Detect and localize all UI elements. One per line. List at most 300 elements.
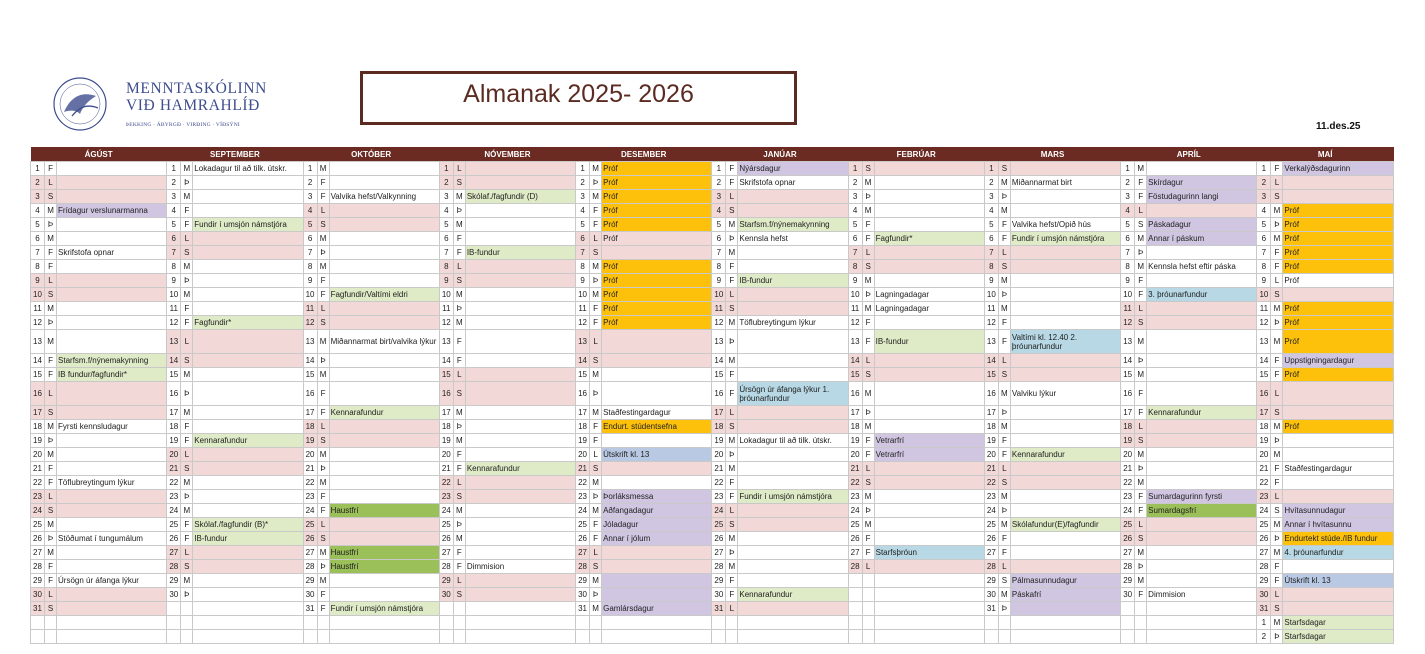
calendar-row	[31, 260, 1394, 274]
day-number: 27	[984, 546, 998, 560]
day-number	[576, 630, 590, 644]
event-cell: IB-fundur	[874, 330, 984, 354]
day-number: 28	[576, 560, 590, 574]
event-cell	[57, 316, 167, 330]
day-number: 5	[712, 218, 726, 232]
day-number: 12	[31, 316, 45, 330]
calendar-row	[31, 288, 1394, 302]
day-number: 4	[1121, 204, 1135, 218]
weekday-letter: M	[1135, 162, 1147, 176]
weekday-letter: L	[453, 368, 465, 382]
event-cell: Jóladagur	[602, 518, 712, 532]
weekday-letter: F	[1135, 274, 1147, 288]
event-cell	[465, 288, 575, 302]
day-number: 9	[576, 274, 590, 288]
weekday-letter: F	[862, 532, 874, 546]
event-cell	[874, 190, 984, 204]
weekday-letter: M	[590, 602, 602, 616]
weekday-letter: S	[1271, 406, 1283, 420]
day-number: 7	[1257, 246, 1271, 260]
weekday-letter	[998, 616, 1010, 630]
day-number: 24	[984, 504, 998, 518]
event-cell	[1010, 302, 1120, 316]
day-number: 28	[439, 560, 453, 574]
weekday-letter: L	[317, 420, 329, 434]
event-cell	[1010, 616, 1120, 630]
day-number: 22	[576, 476, 590, 490]
weekday-letter: F	[317, 406, 329, 420]
weekday-letter: Þ	[998, 602, 1010, 616]
weekday-letter	[590, 616, 602, 630]
day-number: 20	[1121, 448, 1135, 462]
day-number: 26	[848, 532, 862, 546]
day-number: 3	[1257, 190, 1271, 204]
event-cell	[1010, 260, 1120, 274]
weekday-letter: M	[998, 302, 1010, 316]
day-number: 14	[167, 354, 181, 368]
weekday-letter: S	[45, 288, 57, 302]
weekday-letter	[453, 602, 465, 616]
calendar-row	[31, 504, 1394, 518]
event-cell	[329, 420, 439, 434]
event-cell	[1010, 162, 1120, 176]
day-number: 22	[984, 476, 998, 490]
weekday-letter: S	[1271, 504, 1283, 518]
weekday-letter: F	[862, 330, 874, 354]
event-cell	[193, 406, 303, 420]
event-cell	[1010, 504, 1120, 518]
day-number: 20	[1257, 448, 1271, 462]
day-number: 26	[439, 532, 453, 546]
weekday-letter: Þ	[453, 302, 465, 316]
event-cell	[874, 176, 984, 190]
day-number: 29	[303, 574, 317, 588]
day-number: 10	[1257, 288, 1271, 302]
day-number: 19	[167, 434, 181, 448]
weekday-letter: M	[726, 246, 738, 260]
event-cell	[1283, 288, 1394, 302]
weekday-letter: S	[590, 246, 602, 260]
event-cell: Vetrarfrí	[874, 434, 984, 448]
event-cell	[193, 616, 303, 630]
weekday-letter: Þ	[317, 354, 329, 368]
day-number: 24	[1121, 504, 1135, 518]
day-number: 30	[984, 588, 998, 602]
weekday-letter: M	[45, 420, 57, 434]
event-cell: Starfsm.f/nýnemakynning	[738, 218, 848, 232]
event-cell	[874, 602, 984, 616]
event-cell: Dimmision	[1147, 588, 1257, 602]
weekday-letter: M	[590, 368, 602, 382]
weekday-letter: L	[590, 448, 602, 462]
day-number: 5	[167, 218, 181, 232]
weekday-letter: S	[862, 162, 874, 176]
weekday-letter: L	[998, 462, 1010, 476]
weekday-letter: S	[998, 368, 1010, 382]
weekday-letter: S	[726, 518, 738, 532]
day-number	[848, 616, 862, 630]
day-number: 22	[848, 476, 862, 490]
weekday-letter: S	[1135, 532, 1147, 546]
weekday-letter	[317, 616, 329, 630]
event-cell: Skólaf./fagfundir (B)*	[193, 518, 303, 532]
event-cell	[193, 476, 303, 490]
day-number: 19	[984, 434, 998, 448]
weekday-letter: F	[45, 462, 57, 476]
event-cell	[874, 532, 984, 546]
weekday-letter: S	[590, 462, 602, 476]
day-number	[31, 630, 45, 644]
weekday-letter: M	[453, 316, 465, 330]
weekday-letter	[1135, 616, 1147, 630]
day-number: 30	[1257, 588, 1271, 602]
day-number: 13	[1257, 330, 1271, 354]
day-number: 7	[31, 246, 45, 260]
weekday-letter	[1135, 630, 1147, 644]
event-cell	[874, 274, 984, 288]
weekday-letter: F	[181, 532, 193, 546]
weekday-letter: F	[726, 476, 738, 490]
event-cell	[738, 288, 848, 302]
event-cell	[874, 260, 984, 274]
weekday-letter: Þ	[590, 382, 602, 406]
day-number: 1	[1257, 616, 1271, 630]
event-cell	[57, 232, 167, 246]
weekday-letter: F	[1135, 382, 1147, 406]
day-number: 4	[1257, 204, 1271, 218]
weekday-letter: M	[998, 382, 1010, 406]
weekday-letter: M	[453, 190, 465, 204]
event-cell	[874, 560, 984, 574]
weekday-letter: F	[45, 574, 57, 588]
day-number: 29	[1121, 574, 1135, 588]
day-number: 3	[576, 190, 590, 204]
weekday-letter: F	[998, 546, 1010, 560]
event-cell	[1010, 532, 1120, 546]
event-cell: Miðannarmat birt	[1010, 176, 1120, 190]
weekday-letter: Þ	[1271, 434, 1283, 448]
event-cell	[1283, 588, 1394, 602]
day-number: 19	[303, 434, 317, 448]
event-cell	[57, 490, 167, 504]
weekday-letter	[862, 588, 874, 602]
weekday-letter: F	[726, 368, 738, 382]
event-cell	[193, 630, 303, 644]
day-number: 9	[439, 274, 453, 288]
weekday-letter: Þ	[317, 246, 329, 260]
day-number: 22	[1257, 476, 1271, 490]
day-number: 8	[1257, 260, 1271, 274]
weekday-letter: M	[1271, 330, 1283, 354]
calendar-row	[31, 330, 1394, 354]
day-number: 5	[303, 218, 317, 232]
month-header: JANÚAR	[712, 147, 848, 162]
event-cell: Próf	[602, 218, 712, 232]
event-cell	[602, 616, 712, 630]
day-number: 9	[712, 274, 726, 288]
event-cell	[57, 434, 167, 448]
day-number: 4	[848, 204, 862, 218]
weekday-letter: M	[45, 448, 57, 462]
weekday-letter: F	[726, 274, 738, 288]
weekday-letter: F	[1135, 176, 1147, 190]
weekday-letter: L	[45, 490, 57, 504]
event-cell	[1283, 476, 1394, 490]
event-cell: Próf	[602, 232, 712, 246]
weekday-letter: L	[726, 504, 738, 518]
weekday-letter: L	[453, 260, 465, 274]
event-cell	[57, 504, 167, 518]
day-number: 18	[167, 420, 181, 434]
day-number: 20	[167, 448, 181, 462]
event-cell	[738, 532, 848, 546]
weekday-letter: M	[862, 204, 874, 218]
day-number: 12	[984, 316, 998, 330]
weekday-letter: Þ	[453, 204, 465, 218]
weekday-letter: F	[453, 232, 465, 246]
month-header: OKTÓBER	[303, 147, 439, 162]
weekday-letter: F	[45, 162, 57, 176]
event-cell	[465, 630, 575, 644]
day-number: 30	[303, 588, 317, 602]
day-number: 15	[303, 368, 317, 382]
weekday-letter: Þ	[1135, 462, 1147, 476]
day-number: 3	[1121, 190, 1135, 204]
weekday-letter: F	[1135, 406, 1147, 420]
weekday-letter: L	[453, 162, 465, 176]
event-cell	[602, 630, 712, 644]
day-number: 24	[848, 504, 862, 518]
weekday-letter: Þ	[181, 176, 193, 190]
weekday-letter: S	[726, 204, 738, 218]
weekday-letter: S	[998, 260, 1010, 274]
day-number: 2	[303, 176, 317, 190]
weekday-letter: M	[1271, 302, 1283, 316]
event-cell: Kennarafundur	[465, 462, 575, 476]
day-number: 17	[303, 406, 317, 420]
weekday-letter: M	[317, 448, 329, 462]
school-tagline: ÞEKKING · ÁBYRGÐ · VIRÐING · VÍÐSÝNI	[126, 122, 240, 128]
day-number: 6	[1257, 232, 1271, 246]
day-number: 10	[31, 288, 45, 302]
weekday-letter: L	[181, 546, 193, 560]
day-number: 13	[31, 330, 45, 354]
day-number	[167, 630, 181, 644]
weekday-letter: L	[45, 274, 57, 288]
weekday-letter: S	[862, 368, 874, 382]
day-number: 28	[848, 560, 862, 574]
event-cell	[602, 382, 712, 406]
event-cell	[57, 190, 167, 204]
day-number: 6	[167, 232, 181, 246]
event-cell: Fundir í umsjón námstjóra	[738, 490, 848, 504]
event-cell	[1010, 420, 1120, 434]
month-header: SEPTEMBER	[167, 147, 303, 162]
day-number: 25	[167, 518, 181, 532]
weekday-letter: L	[1135, 302, 1147, 316]
day-number: 22	[439, 476, 453, 490]
weekday-letter: Þ	[1271, 218, 1283, 232]
event-cell: IB-fundur	[193, 532, 303, 546]
calendar-row	[31, 532, 1394, 546]
day-number: 15	[1121, 368, 1135, 382]
weekday-letter: F	[590, 316, 602, 330]
weekday-letter: S	[590, 354, 602, 368]
event-cell: Þorláksmessa	[602, 490, 712, 504]
event-cell: Verkalýðsdagurinn	[1283, 162, 1394, 176]
weekday-letter: S	[317, 218, 329, 232]
weekday-letter: F	[590, 204, 602, 218]
day-number: 25	[439, 518, 453, 532]
event-cell: Lokadagur til að tilk. útskr.	[193, 162, 303, 176]
weekday-letter: M	[726, 434, 738, 448]
weekday-letter: Þ	[998, 288, 1010, 302]
event-cell: Starfsdagar	[1283, 616, 1394, 630]
day-number: 26	[303, 532, 317, 546]
day-number: 8	[439, 260, 453, 274]
event-cell	[602, 354, 712, 368]
month-header: FEBRÚAR	[848, 147, 984, 162]
weekday-letter: F	[45, 368, 57, 382]
weekday-letter: M	[317, 232, 329, 246]
event-cell	[1147, 382, 1257, 406]
event-cell: Sumardagsfrí	[1147, 504, 1257, 518]
day-number	[303, 616, 317, 630]
day-number: 30	[1121, 588, 1135, 602]
day-number: 31	[31, 602, 45, 616]
weekday-letter: M	[45, 546, 57, 560]
weekday-letter: Þ	[45, 218, 57, 232]
event-cell: Próf	[1283, 420, 1394, 434]
day-number: 12	[167, 316, 181, 330]
day-number: 10	[439, 288, 453, 302]
event-cell	[738, 204, 848, 218]
weekday-letter	[862, 630, 874, 644]
day-number: 15	[712, 368, 726, 382]
event-cell: Staðfestingardagur	[602, 406, 712, 420]
event-cell	[1010, 560, 1120, 574]
event-cell	[1147, 162, 1257, 176]
event-cell: Stöðumat í tungumálum	[57, 532, 167, 546]
event-cell: Dimmision	[465, 560, 575, 574]
event-cell	[193, 588, 303, 602]
event-cell	[465, 616, 575, 630]
weekday-letter: F	[181, 316, 193, 330]
event-cell	[1010, 476, 1120, 490]
day-number: 24	[712, 504, 726, 518]
weekday-letter	[181, 630, 193, 644]
school-name-line2: VIÐ HAMRAHLÍÐ	[126, 97, 260, 114]
event-cell: Próf	[602, 302, 712, 316]
day-number: 17	[31, 406, 45, 420]
weekday-letter: F	[317, 190, 329, 204]
day-number: 29	[712, 574, 726, 588]
weekday-letter: F	[1271, 162, 1283, 176]
weekday-letter: M	[998, 588, 1010, 602]
weekday-letter: F	[181, 218, 193, 232]
event-cell	[465, 302, 575, 316]
day-number: 9	[1257, 274, 1271, 288]
event-cell: Páskafrí	[1010, 588, 1120, 602]
weekday-letter: F	[45, 246, 57, 260]
event-cell	[602, 462, 712, 476]
event-cell	[193, 204, 303, 218]
weekday-letter: M	[453, 504, 465, 518]
event-cell	[874, 246, 984, 260]
weekday-letter: Þ	[726, 546, 738, 560]
weekday-letter: F	[45, 560, 57, 574]
event-cell	[57, 602, 167, 616]
day-number: 16	[848, 382, 862, 406]
event-cell	[738, 462, 848, 476]
event-cell: Nýársdagur	[738, 162, 848, 176]
day-number: 20	[303, 448, 317, 462]
weekday-letter: Þ	[998, 190, 1010, 204]
weekday-letter: F	[1135, 490, 1147, 504]
event-cell: Próf	[602, 162, 712, 176]
event-cell	[874, 588, 984, 602]
day-number: 23	[439, 490, 453, 504]
event-cell	[465, 434, 575, 448]
day-number	[303, 630, 317, 644]
event-cell	[465, 602, 575, 616]
weekday-letter: L	[726, 602, 738, 616]
calendar-row	[31, 490, 1394, 504]
event-cell: Haustfrí	[329, 546, 439, 560]
weekday-letter: F	[317, 588, 329, 602]
day-number: 27	[439, 546, 453, 560]
day-number: 6	[712, 232, 726, 246]
event-cell	[1010, 274, 1120, 288]
day-number: 9	[31, 274, 45, 288]
day-number	[167, 616, 181, 630]
weekday-letter: L	[45, 176, 57, 190]
day-number: 24	[167, 504, 181, 518]
event-cell: Próf	[602, 204, 712, 218]
event-cell	[738, 448, 848, 462]
calendar-row	[31, 574, 1394, 588]
event-cell: Starfsþróun	[874, 546, 984, 560]
calendar-row	[31, 420, 1394, 434]
event-cell	[193, 274, 303, 288]
day-number: 25	[848, 518, 862, 532]
day-number	[984, 630, 998, 644]
day-number: 27	[303, 546, 317, 560]
weekday-letter: M	[181, 162, 193, 176]
day-number: 12	[1121, 316, 1135, 330]
day-number: 5	[31, 218, 45, 232]
weekday-letter: Þ	[590, 176, 602, 190]
weekday-letter: L	[317, 302, 329, 316]
day-number: 11	[303, 302, 317, 316]
day-number: 27	[167, 546, 181, 560]
event-cell	[1147, 532, 1257, 546]
event-cell	[874, 420, 984, 434]
weekday-letter: F	[317, 490, 329, 504]
day-number: 18	[1121, 420, 1135, 434]
weekday-letter: M	[1271, 232, 1283, 246]
calendar-row	[31, 176, 1394, 190]
weekday-letter: S	[1271, 190, 1283, 204]
day-number: 21	[576, 462, 590, 476]
weekday-letter: F	[998, 316, 1010, 330]
calendar-row	[31, 406, 1394, 420]
event-cell	[874, 406, 984, 420]
event-cell	[57, 406, 167, 420]
weekday-letter: M	[317, 574, 329, 588]
day-number: 23	[167, 490, 181, 504]
weekday-letter: F	[862, 434, 874, 448]
